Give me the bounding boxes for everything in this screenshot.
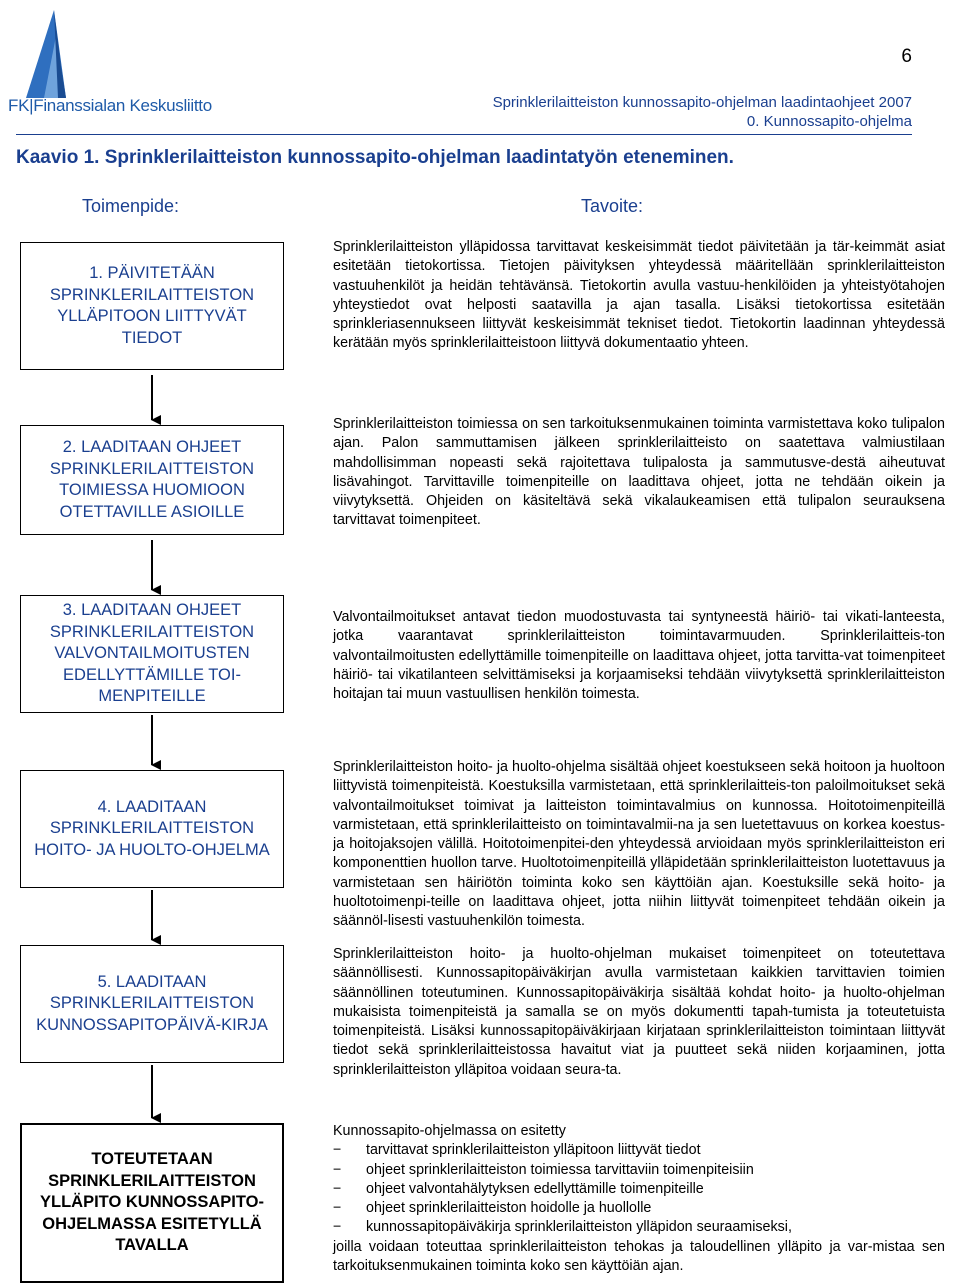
step-4-box: 4. LAADITAAN SPRINKLERILAITTEISTON HOITO- JA HUOLTO-OHJELMA	[20, 770, 284, 888]
step-2-box: 2. LAADITAAN OHJEET SPRINKLERILAITTEISTON TOIMIESSA HUOMIOON OTETTAVILLE ASIOILLE	[20, 425, 284, 535]
logo-wordmark: FK|Finanssialan Keskusliitto	[8, 96, 212, 115]
step-1-box: 1. PÄIVITETÄÄN SPRINKLERILAITTEISTON YLLÄPITOON LIITTYVÄT TIEDOT	[20, 242, 284, 370]
diagram-caption: Kaavio 1. Sprinklerilaitteiston kunnossapito-ohjelman laadintatyön eteneminen.	[16, 147, 734, 168]
final-outro: joilla voidaan toteuttaa sprinklerilaitteiston tehokas ja taloudellinen ylläpito ja var-mistaa sen tarkoituksenmukainen toiminta koko sen käyttöiän ajan.	[333, 1238, 945, 1275]
step-4-description: Sprinklerilaitteiston hoito- ja huolto-ohjelma sisältää ohjeet koestukseen sekä hoitoon ja huoltoon liittyvistä toimenpiteistä. Koestuksilla varmistetaan, että sprinklerilaitteis-ton paloilmoitukset sekä valvontailmoitukset toimivat ja laitteiston toimintavalmius on kunnossa. Hoitotoimenpiteillä varmistetaan, että sprinklerilaitteisto on toimintavalmii-na ja sen luetettavuus on korkea koestus- ja hoitojaksojen välillä. Hoitotoimenpitei-den yhteydessä arvioidaan myös sprinklerilaitteiston eri komponenttien huollon tarve. Huoltotoimenpiteillä ylläpidetään sprinklerilaitteiston luotettavuus ja varmistetaan sen häiriötön toiminta koko sen käyttöiän ajan. Koestuksille sekä hoito- ja huoltotoimenpi-teille on laadittava ohjeet, jotta niihin liittyvät toimenpiteet tehdään oikein ja säännöl-lisesti vastuuhenkilön toimesta.	[333, 759, 945, 930]
column-heading-action: Toimenpide:	[82, 196, 180, 216]
section-title: 0. Kunnossapito-ohjelma	[746, 113, 912, 130]
step-5-box: 5. LAADITAAN SPRINKLERILAITTEISTON KUNNOSSAPITOPÄIVÄ-KIRJA	[20, 945, 284, 1063]
list-item: − ohjeet valvontahälytyksen edellyttämille toimenpiteille	[333, 1180, 704, 1197]
list-item: − ohjeet sprinklerilaitteiston toimiessa tarvittaviin toimenpiteisiin	[333, 1161, 754, 1178]
column-heading-goal: Tavoite:	[581, 196, 644, 216]
final-step-box: TOTEUTETAAN SPRINKLERILAITTEISTON YLLÄPITO KUNNOSSAPITO-OHJELMASSA ESITETYLLÄ TAVALLA	[20, 1123, 284, 1283]
step-5-description: Sprinklerilaitteiston hoito- ja huolto-ohjelman mukaiset toimenpiteet on toteutettava säännöllisesti. Kunnossapitopäiväkirjan avulla varmistetaan kaikkien tarvittavien toimien säännöllinen toteutuminen. Kunnossapitopäiväkirja sisältää kohdat hoito- ja huolto-ohjelman mukaisista toimenpiteistä ja samalla se on myös dokumentti tapah-tumista ja toteutetuista toimenpiteistä. Lisäksi kunnossapitopäiväkirjaan kirjataan sprinklerilaitteiston toimintaan liittyvät tiedot sekä sprinklerilaitteistossa havaitut viat ja puutteet sekä niiden korjaaminen, jotta sprinklerilaitteiston ylläpitoa voidaan seura-ta.	[333, 946, 945, 1078]
list-item: − kunnossapitopäiväkirja sprinklerilaitteiston ylläpidon seuraamiseksi,	[333, 1219, 792, 1236]
final-intro: Kunnossapito-ohjelmassa on esitetty	[333, 1123, 566, 1139]
list-item: − ohjeet sprinklerilaitteiston hoidolle ja huollolle	[333, 1200, 652, 1217]
step-2-description: Sprinklerilaitteiston toimiessa on sen tarkoituksenmukainen toiminta varmistettava koko tulipalon ajan. Palon sammuttamisen jälkeen sprinklerilaitteisto on saatettava valmiustilaan mahdollisimman nopeasti sekä rajoitettava tulipalosta ja sammutusve-destä aiheutuvat lisävahingot. Tarvittaville toimenpiteille on laadittava ohjeet, jotta ne tehdään oikein ja viivytyksettä. Ohjeiden on käsiteltävä sekä vikalaukeamisen että tulipalon seurauksena tarvittavat toimenpiteet.	[333, 416, 945, 529]
step-3-box: 3. LAADITAAN OHJEET SPRINKLERILAITTEISTON VALVONTAILMOITUSTEN EDELLYTTÄMILLE TOI-MENPITEILLE	[20, 595, 284, 713]
final-bullet-list	[333, 1141, 945, 1237]
page-number: 6	[901, 46, 912, 67]
final-description	[333, 1122, 945, 1276]
list-item: − tarvittavat sprinklerilaitteiston ylläpitoon liittyvät tiedot	[333, 1142, 701, 1159]
step-1-description: Sprinklerilaitteiston ylläpidossa tarvittavat keskeisimmät tiedot päivitetään ja tär-keimmät asiat esitetään tietokortissa. Tietojen päivityksen yhteydessä määritellään sprinklerilaitteiston vastuuhenkilöt ja heidän tehtävänsä. Tietokortin avulla vastuu-henkilöiden ja yhteistyötahojen yhteystiedot ovat helposti saatavilla ja ajan tasalla. Lisäksi tietokortissa esitetään sprinkleriasennukseen liittyvät keskeisimmät tekniset tiedot. Tietokortin laadinnan yhteydessä kerätään myös sprinklerilaitteistoon liittyvä dokumentaatio yhteen.	[333, 239, 945, 352]
step-3-description: Valvontailmoitukset antavat tiedon muodostuvasta tai syntyneestä häiriö- tai vikati-lanteesta, jotka vaarantavat sprinklerilaitteiston toimintavarmuuden. Sprinklerilaitteis-ton valvontailmoitusten edellyttämille toimenpiteille on laadittava ohjeet, jotta tarvitta-vat toimenpiteet häiriö- tai vikatilanteen selvittämiseksi ja korjaamiseksi tehdään viivytyksettä sprinklerilaitteiston hoitajan tai muun vastuullisen henkilön toimesta.	[333, 609, 945, 703]
document-title: Sprinklerilaitteiston kunnossapito-ohjelman laadintaohjeet 2007	[492, 94, 912, 111]
